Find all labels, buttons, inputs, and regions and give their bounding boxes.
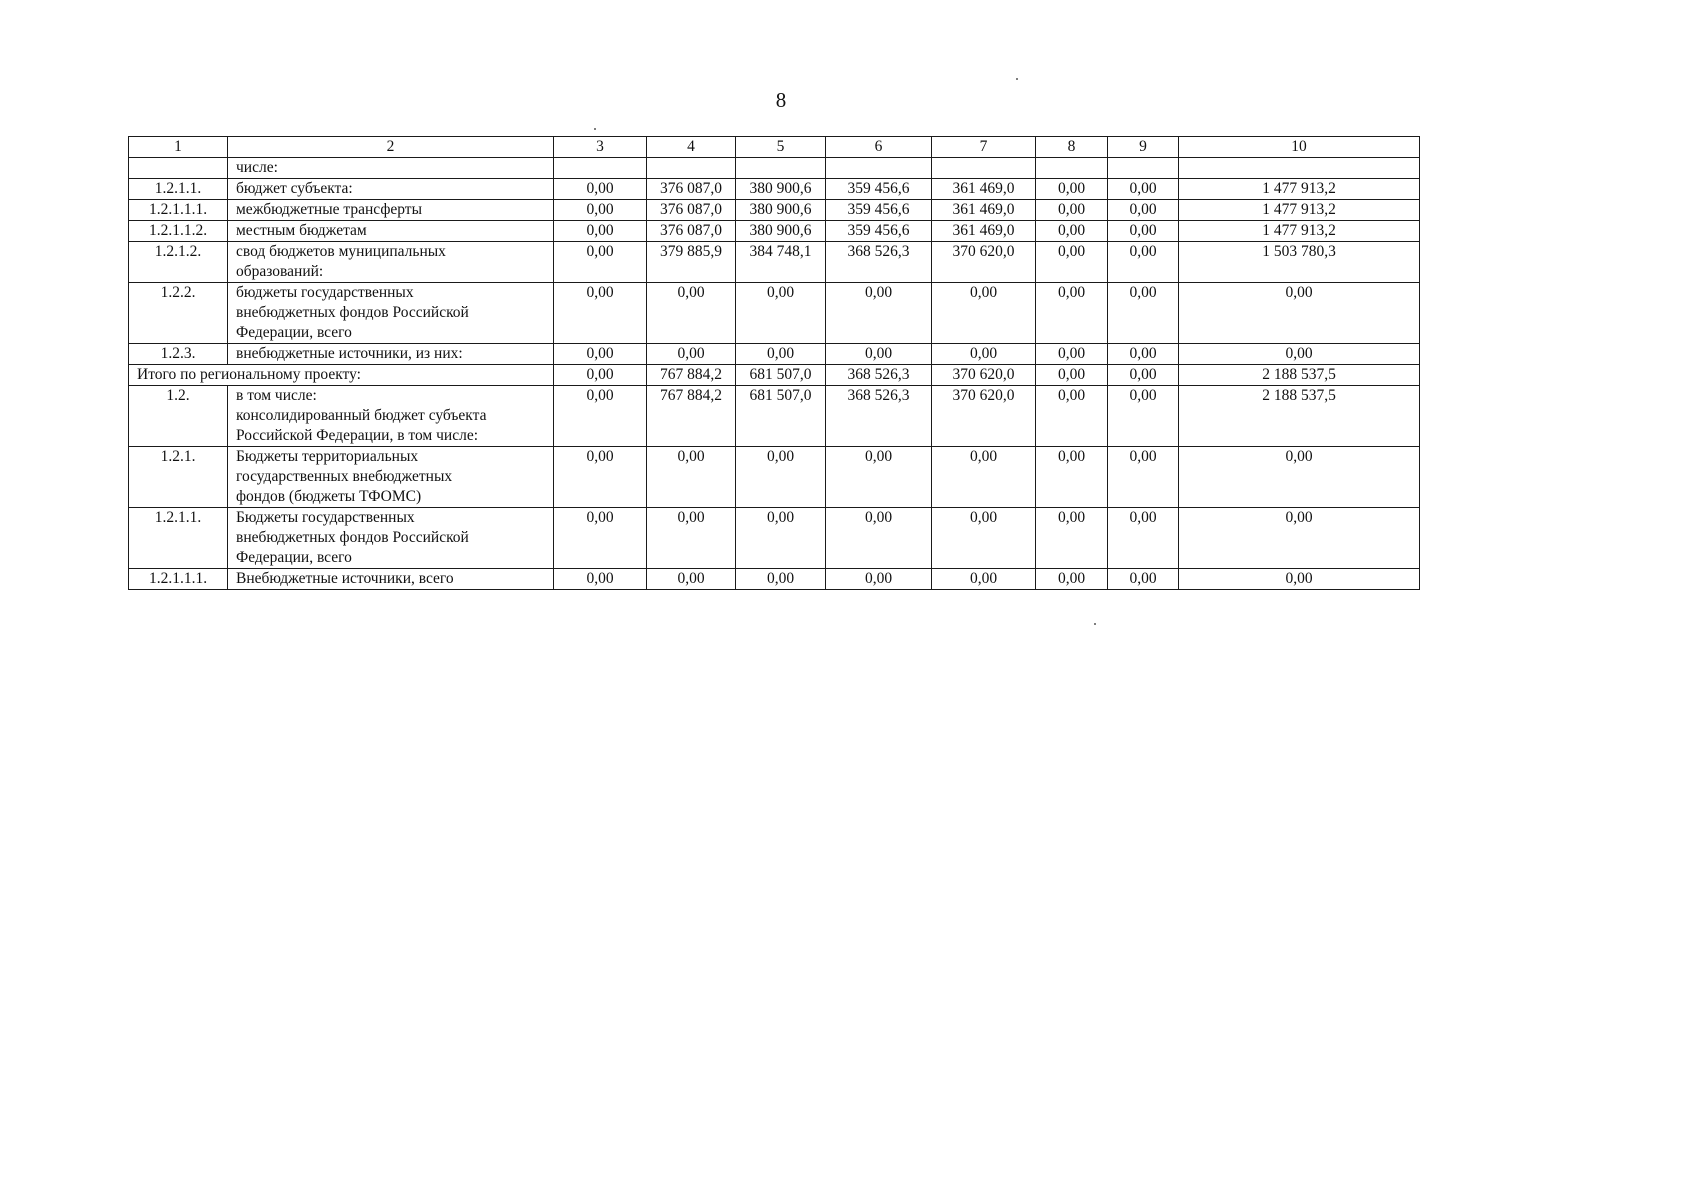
table-row (129, 179, 1420, 200)
value-cell-col-10: 0,00 (1179, 569, 1420, 590)
row-name-line: государственных внебюджетных (236, 468, 453, 485)
value-cell-col-7: 361 469,0 (932, 200, 1036, 221)
column-header-9: 9 (1108, 137, 1179, 158)
value-cell-col-10: 1 503 780,3 (1179, 242, 1420, 283)
row-name-line: внебюджетных фондов Российской (236, 529, 469, 546)
value-cell-col-6: 359 456,6 (826, 200, 932, 221)
value-cell-col-8: 0,00 (1036, 200, 1108, 221)
row-name-cell (228, 242, 554, 283)
value-cell-col-5: 0,00 (736, 508, 826, 569)
table-row (129, 242, 1420, 283)
column-header-10: 10 (1179, 137, 1420, 158)
value-cell-col-9: 0,00 (1108, 365, 1179, 386)
row-code-cell (129, 158, 228, 179)
row-name-line: бюджет субъекта: (236, 180, 353, 197)
table-row (129, 158, 1420, 179)
row-name-line: местным бюджетам (236, 222, 367, 239)
row-code-cell: 1.2.1.1.2. (129, 221, 228, 242)
value-cell-col-5 (736, 158, 826, 179)
budget-table (128, 136, 1420, 590)
row-name-line: фондов (бюджеты ТФОМС) (236, 488, 422, 505)
value-cell-col-4: 0,00 (647, 569, 736, 590)
value-cell-col-10 (1179, 158, 1420, 179)
value-cell-col-7: 361 469,0 (932, 179, 1036, 200)
value-cell-col-4 (647, 158, 736, 179)
table-row (129, 508, 1420, 569)
value-cell-col-10: 2 188 537,5 (1179, 386, 1420, 447)
row-code-cell: 1.2.1.1.1. (129, 569, 228, 590)
value-cell-col-9: 0,00 (1108, 447, 1179, 508)
value-cell-col-5: 0,00 (736, 344, 826, 365)
value-cell-col-5: 681 507,0 (736, 386, 826, 447)
table-row (129, 386, 1420, 447)
value-cell-col-3: 0,00 (554, 221, 647, 242)
column-header-7: 7 (932, 137, 1036, 158)
row-name-line: Федерации, всего (236, 549, 352, 566)
row-name-line: бюджеты государственных (236, 284, 414, 301)
value-cell-col-6: 359 456,6 (826, 221, 932, 242)
value-cell-col-7: 361 469,0 (932, 221, 1036, 242)
column-header-2: 2 (228, 137, 554, 158)
row-name-line: числе: (236, 159, 278, 176)
column-header-4: 4 (647, 137, 736, 158)
table-row (129, 200, 1420, 221)
value-cell-col-7: 0,00 (932, 344, 1036, 365)
value-cell-col-7: 0,00 (932, 508, 1036, 569)
value-cell-col-4: 376 087,0 (647, 221, 736, 242)
value-cell-col-6: 0,00 (826, 447, 932, 508)
row-name-line: Бюджеты государственных (236, 509, 415, 526)
value-cell-col-4: 0,00 (647, 344, 736, 365)
value-cell-col-7: 0,00 (932, 447, 1036, 508)
value-cell-col-8: 0,00 (1036, 386, 1108, 447)
value-cell-col-5: 681 507,0 (736, 365, 826, 386)
row-code-cell: 1.2.3. (129, 344, 228, 365)
value-cell-col-3 (554, 158, 647, 179)
row-name-line: внебюджетных фондов Российской (236, 304, 469, 321)
value-cell-col-6: 0,00 (826, 344, 932, 365)
value-cell-col-9: 0,00 (1108, 221, 1179, 242)
value-cell-col-3: 0,00 (554, 569, 647, 590)
value-cell-col-6: 359 456,6 (826, 179, 932, 200)
value-cell-col-6: 0,00 (826, 283, 932, 344)
row-name-cell (228, 447, 554, 508)
row-name-cell (228, 508, 554, 569)
row-name-cell (228, 386, 554, 447)
value-cell-col-6: 368 526,3 (826, 242, 932, 283)
value-cell-col-7: 0,00 (932, 283, 1036, 344)
row-code-cell: 1.2.2. (129, 283, 228, 344)
row-name-line: консолидированный бюджет субъекта (236, 407, 487, 424)
value-cell-col-10: 0,00 (1179, 283, 1420, 344)
value-cell-col-9: 0,00 (1108, 386, 1179, 447)
value-cell-col-9: 0,00 (1108, 344, 1179, 365)
value-cell-col-8: 0,00 (1036, 344, 1108, 365)
row-code-cell: 1.2.1.1. (129, 508, 228, 569)
column-header-1: 1 (129, 137, 228, 158)
value-cell-col-4: 767 884,2 (647, 386, 736, 447)
row-name-cell (228, 283, 554, 344)
value-cell-col-8: 0,00 (1036, 221, 1108, 242)
value-cell-col-3: 0,00 (554, 179, 647, 200)
value-cell-col-3: 0,00 (554, 365, 647, 386)
value-cell-col-6: 368 526,3 (826, 386, 932, 447)
table-header-row (129, 137, 1420, 158)
value-cell-col-9: 0,00 (1108, 569, 1179, 590)
row-code-cell: 1.2.1.1.1. (129, 200, 228, 221)
value-cell-col-10: 1 477 913,2 (1179, 221, 1420, 242)
value-cell-col-9 (1108, 158, 1179, 179)
value-cell-col-10: 2 188 537,5 (1179, 365, 1420, 386)
value-cell-col-5: 380 900,6 (736, 221, 826, 242)
value-cell-col-5: 384 748,1 (736, 242, 826, 283)
value-cell-col-8 (1036, 158, 1108, 179)
row-name-cell (228, 200, 554, 221)
value-cell-col-4: 0,00 (647, 283, 736, 344)
value-cell-col-3: 0,00 (554, 508, 647, 569)
value-cell-col-5: 380 900,6 (736, 179, 826, 200)
value-cell-col-7: 370 620,0 (932, 365, 1036, 386)
row-code-cell: 1.2.1. (129, 447, 228, 508)
table-row (129, 569, 1420, 590)
table-row (129, 365, 1420, 386)
value-cell-col-8: 0,00 (1036, 365, 1108, 386)
value-cell-col-9: 0,00 (1108, 200, 1179, 221)
row-name-cell (228, 569, 554, 590)
value-cell-col-7: 0,00 (932, 569, 1036, 590)
value-cell-col-6: 0,00 (826, 508, 932, 569)
value-cell-col-7 (932, 158, 1036, 179)
column-header-3: 3 (554, 137, 647, 158)
value-cell-col-9: 0,00 (1108, 179, 1179, 200)
value-cell-col-8: 0,00 (1036, 283, 1108, 344)
total-label-cell: Итого по региональному проекту: (129, 365, 554, 386)
value-cell-col-6 (826, 158, 932, 179)
value-cell-col-5: 0,00 (736, 569, 826, 590)
value-cell-col-8: 0,00 (1036, 242, 1108, 283)
value-cell-col-10: 0,00 (1179, 508, 1420, 569)
value-cell-col-10: 0,00 (1179, 344, 1420, 365)
value-cell-col-8: 0,00 (1036, 508, 1108, 569)
table-row (129, 447, 1420, 508)
value-cell-col-9: 0,00 (1108, 242, 1179, 283)
row-name-line: межбюджетные трансферты (236, 201, 422, 218)
row-name-cell (228, 344, 554, 365)
value-cell-col-9: 0,00 (1108, 508, 1179, 569)
column-header-6: 6 (826, 137, 932, 158)
row-name-cell (228, 221, 554, 242)
row-code-cell: 1.2.1.1. (129, 179, 228, 200)
value-cell-col-4: 0,00 (647, 447, 736, 508)
row-code-cell: 1.2.1.2. (129, 242, 228, 283)
value-cell-col-7: 370 620,0 (932, 242, 1036, 283)
value-cell-col-10: 0,00 (1179, 447, 1420, 508)
value-cell-col-5: 0,00 (736, 283, 826, 344)
value-cell-col-6: 368 526,3 (826, 365, 932, 386)
value-cell-col-3: 0,00 (554, 283, 647, 344)
row-code-cell: 1.2. (129, 386, 228, 447)
value-cell-col-4: 376 087,0 (647, 200, 736, 221)
table-row (129, 283, 1420, 344)
value-cell-col-3: 0,00 (554, 386, 647, 447)
value-cell-col-9: 0,00 (1108, 283, 1179, 344)
value-cell-col-3: 0,00 (554, 447, 647, 508)
row-name-line: образований: (236, 263, 324, 280)
value-cell-col-8: 0,00 (1036, 179, 1108, 200)
row-name-line: внебюджетные источники, из них: (236, 345, 463, 362)
value-cell-col-3: 0,00 (554, 200, 647, 221)
row-name-cell (228, 158, 554, 179)
value-cell-col-5: 0,00 (736, 447, 826, 508)
row-name-line: Бюджеты территориальных (236, 448, 419, 465)
row-name-line: в том числе: (236, 387, 317, 404)
value-cell-col-8: 0,00 (1036, 447, 1108, 508)
value-cell-col-4: 379 885,9 (647, 242, 736, 283)
value-cell-col-6: 0,00 (826, 569, 932, 590)
value-cell-col-10: 1 477 913,2 (1179, 200, 1420, 221)
table-row (129, 344, 1420, 365)
column-header-8: 8 (1036, 137, 1108, 158)
value-cell-col-3: 0,00 (554, 242, 647, 283)
value-cell-col-4: 0,00 (647, 508, 736, 569)
scan-speck (1094, 623, 1096, 625)
scan-speck (1016, 78, 1018, 80)
value-cell-col-3: 0,00 (554, 344, 647, 365)
value-cell-col-10: 1 477 913,2 (1179, 179, 1420, 200)
column-header-5: 5 (736, 137, 826, 158)
row-name-line: Федерации, всего (236, 324, 352, 341)
value-cell-col-4: 767 884,2 (647, 365, 736, 386)
row-name-cell (228, 179, 554, 200)
page-number: 8 (775, 88, 787, 112)
value-cell-col-4: 376 087,0 (647, 179, 736, 200)
value-cell-col-5: 380 900,6 (736, 200, 826, 221)
value-cell-col-7: 370 620,0 (932, 386, 1036, 447)
scan-speck (594, 128, 596, 130)
table-row (129, 221, 1420, 242)
value-cell-col-8: 0,00 (1036, 569, 1108, 590)
row-name-line: Внебюджетные источники, всего (236, 570, 454, 587)
row-name-line: Российской Федерации, в том числе: (236, 427, 479, 444)
row-name-line: свод бюджетов муниципальных (236, 243, 446, 260)
